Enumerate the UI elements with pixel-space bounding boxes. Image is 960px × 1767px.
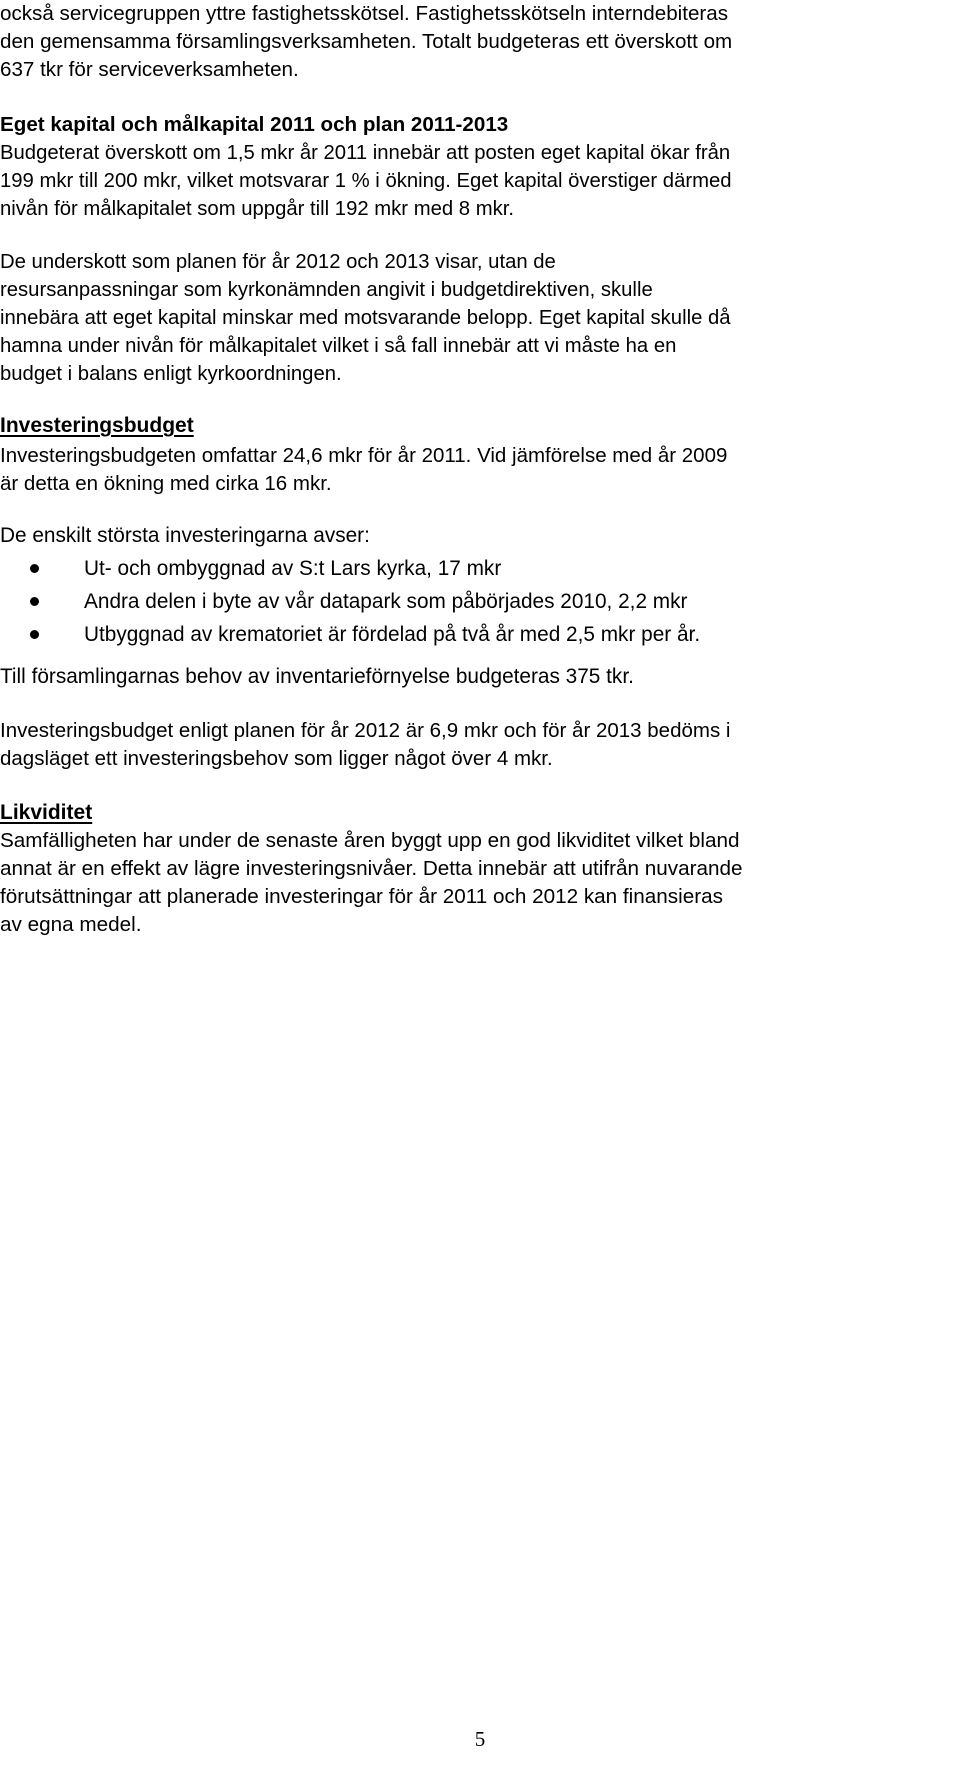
section-likviditet: [0, 799, 743, 939]
section-eget-kapital: [0, 111, 732, 223]
paragraph-plan: [0, 717, 730, 773]
section-heading: Likviditet: [0, 801, 93, 824]
list-item: [0, 552, 700, 585]
list-intro: De enskilt största investeringarna avser:: [0, 524, 370, 547]
section-investeringsbudget: [0, 412, 727, 498]
text-line: förutsättningar att planerade investeringar för år 2011 och 2012 kan finansieras: [0, 885, 723, 908]
text-line: budget i balans enligt kyrkoordningen.: [0, 363, 342, 385]
text-line: resursanpassningar som kyrkonämnden angivit i budgetdirektiven, skulle: [0, 279, 653, 301]
paragraph-underskott: [0, 248, 731, 388]
text-line: Investeringsbudget enligt planen för år 2012 är 6,9 mkr och för år 2013 bedöms i: [0, 719, 731, 742]
section-heading: Eget kapital och målkapital 2011 och plan 2011-2013: [0, 113, 509, 136]
text-line: Till församlingarnas behov av inventarieförnyelse budgeteras 375 tkr.: [0, 665, 634, 688]
list-item: [0, 618, 700, 651]
list-item-text: Ut- och ombyggnad av S:t Lars kyrka, 17 mkr: [84, 557, 502, 580]
text-line: också servicegruppen yttre fastighetsskötsel. Fastighetsskötseln interndebiteras: [0, 2, 729, 25]
text-line: De underskott som planen för år 2012 och 2013 visar, utan de: [0, 251, 556, 273]
text-line: innebära att eget kapital minskar med motsvarande belopp. Eget kapital skulle då: [0, 307, 731, 329]
intro-paragraph: [0, 0, 732, 84]
list-item: [0, 585, 700, 618]
text-line: av egna medel.: [0, 913, 142, 936]
text-line: Investeringsbudgeten omfattar 24,6 mkr för år 2011. Vid jämförelse med år 2009: [0, 444, 728, 467]
text-line: är detta en ökning med cirka 16 mkr.: [0, 472, 332, 495]
page-number: 5: [474, 1727, 486, 1751]
text-line: 199 mkr till 200 mkr, vilket motsvarar 1 % i ökning. Eget kapital överstiger därmed: [0, 170, 732, 192]
text-line: Samfälligheten har under de senaste åren byggt upp en god likviditet vilket bland: [0, 829, 740, 852]
text-line: hamna under nivån för målkapitalet vilket i så fall innebär att vi måste ha en: [0, 335, 677, 357]
section-heading: Investeringsbudget: [0, 414, 194, 437]
bullet-icon: [30, 597, 39, 606]
text-line: annat är en effekt av lägre investeringsnivåer. Detta innebär att utifrån nuvarande: [0, 857, 743, 880]
bullet-icon: [30, 564, 39, 573]
list-item-text: Andra delen i byte av vår datapark som påbörjades 2010, 2,2 mkr: [84, 590, 688, 613]
text-line: nivån för målkapitalet som uppgår till 192 mkr med 8 mkr.: [0, 198, 515, 220]
text-line: Budgeterat överskott om 1,5 mkr år 2011 innebär att posten eget kapital ökar från: [0, 142, 731, 164]
text-line: dagsläget ett investeringsbehov som ligger något över 4 mkr.: [0, 747, 553, 770]
text-line: 637 tkr för serviceverksamheten.: [0, 58, 299, 81]
paragraph-investeringar: [0, 522, 700, 651]
investment-list: [0, 552, 700, 651]
bullet-icon: [30, 630, 39, 639]
text-line: den gemensamma församlingsverksamheten. Totalt budgeteras ett överskott om: [0, 30, 733, 53]
list-item-text: Utbyggnad av krematoriet är fördelad på två år med 2,5 mkr per år.: [84, 623, 701, 646]
paragraph-inventarier: [0, 663, 634, 691]
